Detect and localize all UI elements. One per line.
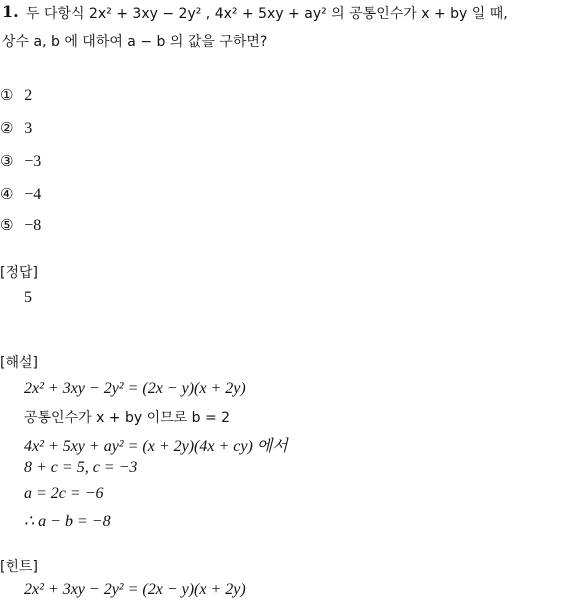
choice-2[interactable] [0, 119, 32, 138]
choice-4[interactable] [0, 185, 41, 204]
choice-value: −4 [24, 186, 42, 203]
explanation-line: ∴ a − b = −8 [24, 513, 111, 530]
hint-line: 2x² + 3xy − 2y² = (2x − y)(x + 2y) [24, 581, 246, 598]
hint-label: [힌트] [0, 559, 38, 575]
choice-marker: ② [0, 119, 14, 137]
answer-value: 5 [24, 289, 32, 306]
explanation-line: 2x² + 3xy − 2y² = (2x − y)(x + 2y) [24, 380, 246, 397]
choice-1[interactable] [0, 86, 32, 105]
choice-value: 2 [24, 87, 33, 104]
choice-5[interactable] [0, 216, 41, 235]
choice-value: −8 [24, 217, 42, 234]
explanation-line: 8 + c = 5, c = −3 [24, 459, 138, 476]
choice-3[interactable] [0, 152, 41, 171]
explanation-label: [해설] [0, 355, 38, 371]
choice-marker: ④ [0, 185, 14, 203]
explanation-line: 공통인수가 x + by 이므로 b = 2 [24, 410, 231, 426]
explanation-line: 4x² + 5xy + ay² = (x + 2y)(4x + cy) 에서 [24, 438, 288, 455]
choice-value: 3 [24, 120, 33, 137]
question-number: 1. [2, 2, 19, 21]
choice-marker: ⑤ [0, 216, 14, 234]
choice-marker: ③ [0, 152, 14, 170]
choice-value: −3 [24, 153, 42, 170]
choice-marker: ① [0, 86, 14, 104]
answer-label: [정답] [0, 265, 38, 281]
question-text-line-1: 두 다항식 2x² + 3xy − 2y² , 4x² + 5xy + ay² 의 공통인수가 x + by 일 때, [26, 6, 508, 22]
explanation-line: a = 2c = −6 [24, 485, 104, 502]
question-text-line-2: 상수 a, b 에 대하여 a − b 의 값을 구하면? [2, 34, 268, 50]
